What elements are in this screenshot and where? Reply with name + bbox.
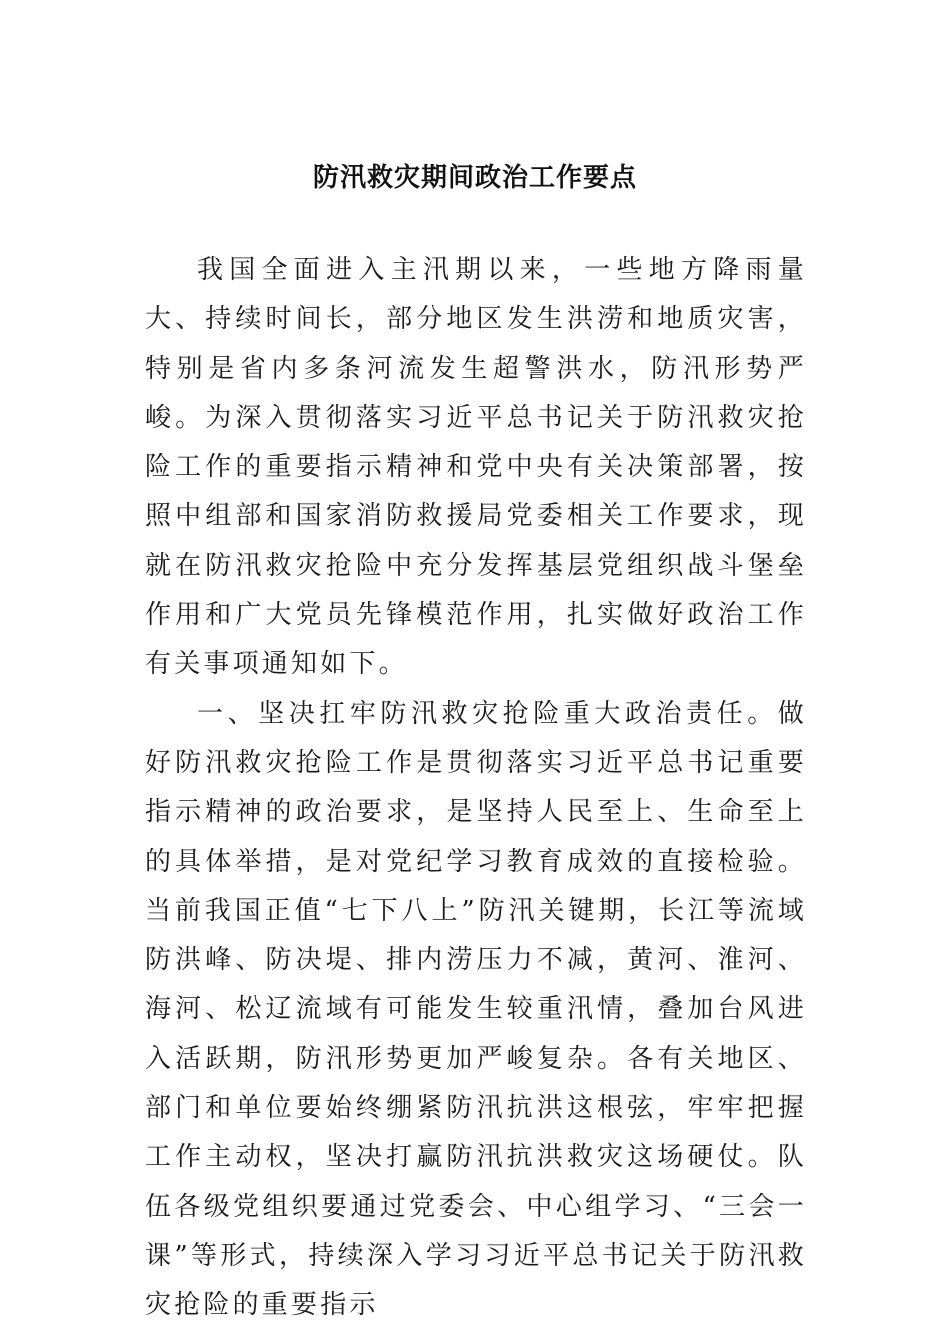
paragraph-section-one: 一、坚决扛牢防汛救灾抢险重大政治责任。做好防汛救灾抢险工作是贯彻落实习近平总书记重要指示精神的政治要求，是坚持人民至上、生命至上的具体举措，是对党纪学习教育成效的直接检验。当前我国正值“七下八上”防汛关键期，长江等流域防洪峰、防决堤、排内涝压力不减，黄河、淮河、海河、松辽流域有可能发生较重汛情，叠加台风进入活跃期，防汛形势更加严峻复杂。各有关地区、部门和单位要始终绷紧防汛抗洪这根弦，牢牢把握工作主动权，坚决打赢防汛抗洪救灾这场硬仗。队伍各级党组织要通过党委会、中心组学习、“三会一课”等形式，持续深入学习习近平总书记关于防汛救灾抢险的重要指示 bbox=[145, 698, 807, 1321]
document-title: 防汛救灾期间政治工作要点 bbox=[312, 163, 637, 193]
document-body bbox=[145, 246, 807, 1331]
paragraph-intro: 我国全面进入主汛期以来，一些地方降雨量大、持续时间长，部分地区发生洪涝和地质灾害，特别是省内多条河流发生超警洪水，防汛形势严峻。为深入贯彻落实习近平总书记关于防汛救灾抢险工作的重要指示精神和党中央有关决策部署，按照中组部和国家消防救援局党委相关工作要求，现就在防汛救灾抢险中充分发挥基层党组织战斗堡垒作用和广大党员先锋模范作用，扎实做好政治工作有关事项通知如下。 bbox=[145, 255, 807, 680]
